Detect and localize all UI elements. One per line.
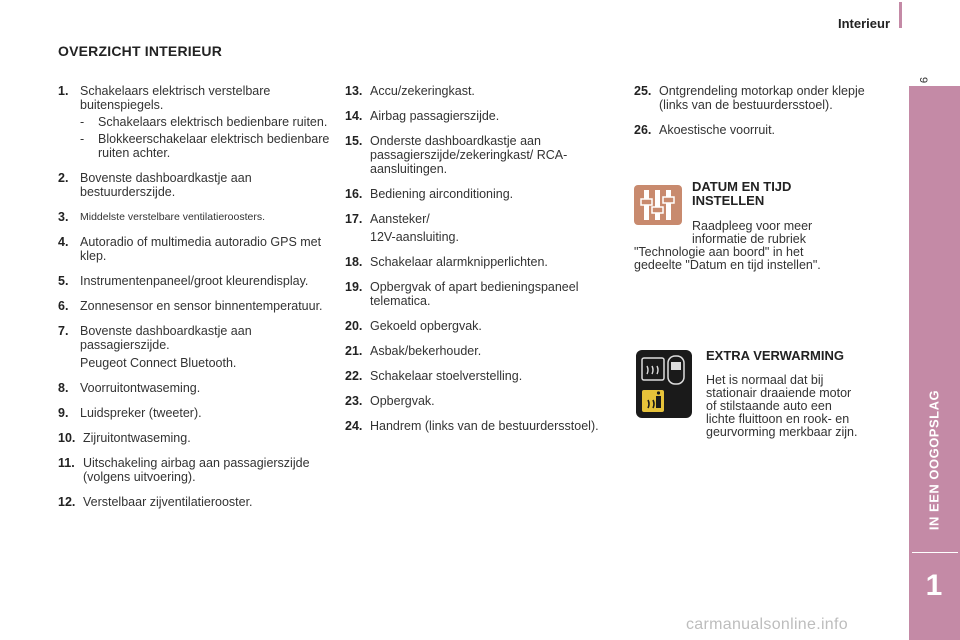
header-tick: [899, 2, 902, 28]
item-number: 9.: [58, 406, 69, 420]
item-number: 2.: [58, 171, 69, 185]
item-text: Bediening airconditioning.: [370, 187, 514, 201]
item-number: 20.: [345, 319, 363, 333]
item-extra-text: 12V-aansluiting.: [370, 230, 459, 244]
item-text: Schakelaars elektrisch verstelbare buitenspiegels.: [80, 84, 271, 112]
list-item: [345, 280, 610, 308]
item-number: 14.: [345, 109, 363, 123]
item-number: 24.: [345, 419, 363, 433]
item-text: Voorruitontwaseming.: [80, 381, 201, 395]
item-text: Uitschakeling airbag aan passagierszijde (volgens uitvoering).: [83, 456, 310, 484]
datum-box-text-indented: Raadpleeg voor meer informatie de rubriek: [692, 219, 813, 246]
section-title: OVERZICHT INTERIEUR: [58, 43, 223, 59]
item-number: 3.: [58, 210, 69, 224]
item-text: Schakelaar alarmknipperlichten.: [370, 255, 548, 269]
item-number: 18.: [345, 255, 363, 269]
dash-bullet: -: [80, 115, 85, 129]
list-item: [345, 419, 610, 433]
chapter-sidebar: [909, 86, 960, 640]
item-number: 6.: [58, 299, 69, 313]
item-number: 1.: [58, 84, 69, 98]
list-item: [345, 134, 610, 176]
list-item: [345, 109, 610, 123]
list-item: [58, 84, 338, 160]
item-text: Opbergvak.: [370, 394, 435, 408]
item-text: Schakelaar stoelverstelling.: [370, 369, 523, 383]
list-item: [58, 299, 338, 313]
page-number: 9: [916, 76, 929, 84]
item-text: Accu/zekeringkast.: [370, 84, 475, 98]
item-text: Aansteker/: [370, 212, 430, 226]
list-item: [345, 84, 610, 98]
extra-box-line: stationair draaiende motor: [706, 386, 852, 400]
extra-box-line: geurvorming merkbaar zijn.: [706, 425, 858, 439]
extra-box-line: of stilstaande auto een: [706, 399, 832, 413]
sub-item-text: Blokkeerschakelaar elektrisch bedienbare ruiten achter.: [98, 132, 330, 160]
item-number: 19.: [345, 280, 363, 294]
item-text: Zonnesensor en sensor binnentemperatuur.: [80, 299, 323, 313]
chapter-number: 1: [925, 569, 943, 602]
list-item: [345, 344, 610, 358]
sub-item: [80, 132, 338, 160]
datum-box-title: DATUM EN TIJD INSTELLEN: [692, 179, 792, 208]
list-item: [345, 394, 610, 408]
sub-item: [80, 115, 338, 129]
list-item: [58, 171, 338, 199]
list-item: [345, 369, 610, 383]
list-item: [58, 456, 338, 484]
item-text: Handrem (links van de bestuurdersstoel).: [370, 419, 599, 433]
item-number: 11.: [58, 456, 75, 470]
datum-box-text: "Technologie aan boord" in het gedeelte "Datum en tijd instellen".: [634, 245, 821, 272]
item-number: 13.: [345, 84, 363, 98]
list-item: [345, 187, 610, 201]
sidebar-label: IN EEN OOGOPSLAG: [926, 389, 942, 531]
item-number: 7.: [58, 324, 69, 338]
items-column-2: [345, 84, 610, 444]
item-number: 17.: [345, 212, 363, 226]
list-item: [345, 319, 610, 333]
items-column-3: [634, 84, 874, 148]
list-item: [58, 210, 338, 224]
item-text: Instrumentenpaneel/groot kleurendisplay.: [80, 274, 309, 288]
list-item: [58, 406, 338, 420]
item-number: 25.: [634, 84, 652, 98]
heater-car-icon: [636, 350, 692, 418]
list-item: [58, 274, 338, 288]
list-item: [345, 212, 610, 244]
item-text: Ontgrendeling motorkap onder klepje (links van de bestuurdersstoel).: [659, 84, 865, 112]
item-text: Zijruitontwaseming.: [83, 431, 191, 445]
item-text: Akoestische voorruit.: [659, 123, 776, 137]
item-extra-text: Peugeot Connect Bluetooth.: [80, 356, 237, 370]
item-text: Bovenste dashboardkastje aan bestuurderszijde.: [80, 171, 252, 199]
extra-box-line: Het is normaal dat bij: [706, 373, 824, 387]
item-text: Asbak/bekerhouder.: [370, 344, 482, 358]
item-text: Autoradio of multimedia autoradio GPS met klep.: [80, 235, 322, 263]
item-number: 26.: [634, 123, 652, 137]
clock-settings-icon: [634, 185, 682, 225]
item-number: 21.: [345, 344, 363, 358]
list-item: [58, 324, 338, 370]
item-number: 23.: [345, 394, 363, 408]
items-column-1: [58, 84, 338, 520]
list-item: [58, 235, 338, 263]
item-text: Gekoeld opbergvak.: [370, 319, 482, 333]
item-number: 5.: [58, 274, 69, 288]
item-text: Airbag passagierszijde.: [370, 109, 500, 123]
item-number: 4.: [58, 235, 69, 249]
item-text: Luidspreker (tweeter).: [80, 406, 202, 420]
sidebar-divider: [912, 552, 958, 553]
item-number: 10.: [58, 431, 76, 445]
item-text: Middelste verstelbare ventilatieroosters.: [80, 211, 266, 223]
item-text: Verstelbaar zijventilatierooster.: [83, 495, 253, 509]
list-item: [634, 84, 874, 112]
list-item: [58, 495, 338, 509]
item-text: Onderste dashboardkastje aan passagierszijde/zekeringkast/ RCA-aansluitingen.: [370, 134, 568, 176]
item-number: 16.: [345, 187, 363, 201]
item-number: 8.: [58, 381, 69, 395]
extra-box-line: lichte fluittoon en rook- en: [706, 412, 850, 426]
header-title: Interieur: [837, 16, 890, 31]
item-number: 12.: [58, 495, 76, 509]
list-item: [634, 123, 874, 137]
extra-box-text: [706, 374, 857, 439]
list-item: [345, 255, 610, 269]
item-number: 15.: [345, 134, 363, 148]
sub-item-text: Schakelaars elektrisch bedienbare ruiten.: [98, 115, 328, 129]
item-text: Opbergvak of apart bedieningspaneel telematica.: [370, 280, 579, 308]
list-item: [58, 431, 338, 445]
dash-bullet: -: [80, 132, 85, 146]
list-item: [58, 381, 338, 395]
item-number: 22.: [345, 369, 363, 383]
extra-box-title: EXTRA VERWARMING: [706, 348, 844, 363]
watermark: carmanualsonline.info: [686, 616, 848, 633]
item-text: Bovenste dashboardkastje aan passagierszijde.: [80, 324, 252, 352]
